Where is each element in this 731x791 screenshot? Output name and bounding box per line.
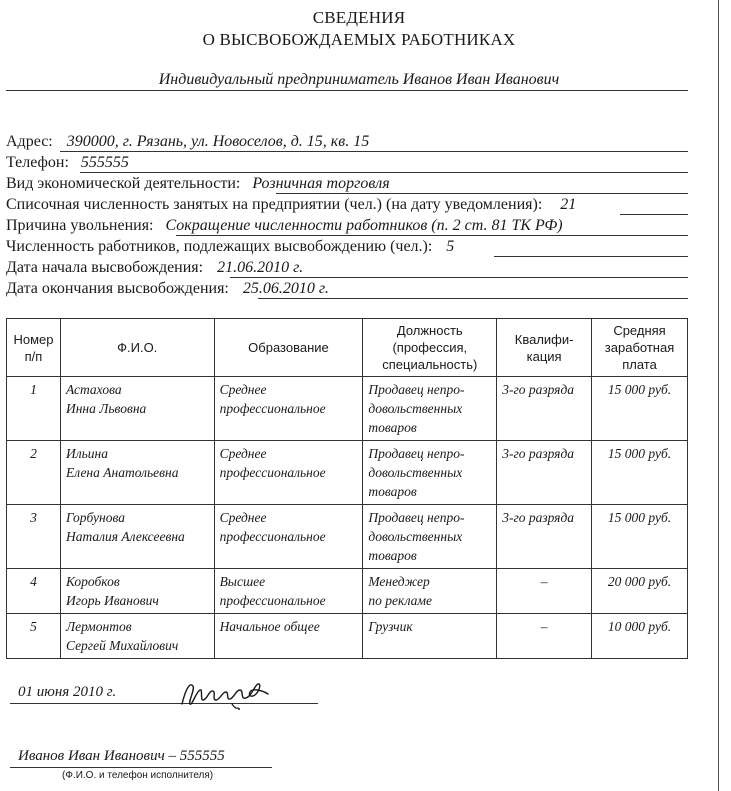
address-value: 390000, г. Рязань, ул. Новоселов, д. 15, кв. 15 bbox=[66, 133, 370, 150]
address-underline bbox=[60, 151, 688, 152]
end-date-underline bbox=[258, 298, 688, 299]
cell-position: Менеджер по рекламе bbox=[363, 569, 497, 614]
header-position: Должность (профессия, специальность) bbox=[363, 319, 497, 377]
cell-salary: 20 000 руб. bbox=[592, 569, 688, 614]
headcount-label: Списочная численность занятых на предприятии (чел.) (на дату уведомления): bbox=[6, 196, 543, 213]
header-education: Образование bbox=[214, 319, 363, 377]
phone-value: 555555 bbox=[80, 154, 129, 171]
employer-underline bbox=[6, 90, 688, 91]
headcount-underline bbox=[620, 214, 688, 215]
cell-education: Начальное общее bbox=[214, 614, 363, 659]
executor-name-phone: Иванов Иван Иванович – 555555 bbox=[18, 748, 225, 764]
released-count-label: Численность работников, подлежащих высвобождению (чел.): bbox=[6, 238, 433, 255]
handwritten-signature bbox=[176, 674, 276, 714]
cell-num: 1 bbox=[7, 377, 61, 441]
headcount-row bbox=[6, 195, 576, 215]
end-date-label: Дата окончания высвобождения: bbox=[6, 280, 229, 297]
table-row bbox=[7, 505, 688, 569]
table-row bbox=[7, 569, 688, 614]
cell-position: Продавец непро- довольственных товаров bbox=[363, 441, 497, 505]
page-right-border bbox=[718, 0, 719, 791]
table-header-row bbox=[7, 319, 688, 377]
headcount-value: 21 bbox=[560, 196, 577, 213]
phone-row bbox=[6, 153, 129, 173]
cell-qualification: – bbox=[497, 569, 592, 614]
cell-education: Среднее профессиональное bbox=[214, 505, 363, 569]
phone-underline bbox=[80, 172, 688, 173]
cell-name: Лермонтов Сергей Михайлович bbox=[60, 614, 214, 659]
reason-label: Причина увольнения: bbox=[6, 217, 154, 234]
cell-num: 3 bbox=[7, 505, 61, 569]
start-date-underline bbox=[230, 277, 688, 278]
executor-underline bbox=[10, 767, 272, 768]
reason-underline bbox=[176, 235, 688, 236]
activity-underline bbox=[276, 193, 688, 194]
released-count-value: 5 bbox=[446, 238, 455, 255]
notice-date: 01 июня 2010 г. bbox=[18, 684, 117, 700]
table-row bbox=[7, 614, 688, 659]
released-count-underline bbox=[494, 256, 688, 257]
cell-qualification: 3-го разряда bbox=[497, 441, 592, 505]
activity-value: Розничная торговля bbox=[252, 175, 390, 192]
address-label: Адрес: bbox=[6, 133, 53, 150]
cell-name: Горбунова Наталия Алексеевна bbox=[60, 505, 214, 569]
table-row bbox=[7, 441, 688, 505]
header-name: Ф.И.О. bbox=[60, 319, 214, 377]
reason-row bbox=[6, 216, 563, 236]
cell-education: Среднее профессиональное bbox=[214, 377, 363, 441]
activity-row bbox=[6, 174, 390, 194]
employer-name: Индивидуальный предприниматель Иванов Иван Иванович bbox=[158, 71, 560, 88]
cell-num: 4 bbox=[7, 569, 61, 614]
reason-value: Сокращение численности работников (п. 2 ст. 81 ТК РФ) bbox=[165, 217, 563, 234]
cell-qualification: 3-го разряда bbox=[497, 377, 592, 441]
table-row bbox=[7, 377, 688, 441]
cell-qualification: – bbox=[497, 614, 592, 659]
start-date-row bbox=[6, 258, 303, 278]
cell-name: Коробков Игорь Иванович bbox=[60, 569, 214, 614]
header-num: Номер п/п bbox=[7, 319, 61, 377]
cell-position: Грузчик bbox=[363, 614, 497, 659]
document-title: СВЕДЕНИЯ bbox=[312, 8, 406, 27]
cell-education: Среднее профессиональное bbox=[214, 441, 363, 505]
cell-qualification: 3-го разряда bbox=[497, 505, 592, 569]
start-date-value: 21.06.2010 г. bbox=[217, 259, 304, 276]
cell-num: 2 bbox=[7, 441, 61, 505]
cell-num: 5 bbox=[7, 614, 61, 659]
cell-salary: 10 000 руб. bbox=[592, 614, 688, 659]
start-date-label: Дата начала высвобождения: bbox=[6, 259, 204, 276]
header-qualification: Квалифи- кация bbox=[497, 319, 592, 377]
cell-name: Ильина Елена Анатольевна bbox=[60, 441, 214, 505]
released-count-row bbox=[6, 237, 454, 257]
cell-salary: 15 000 руб. bbox=[592, 377, 688, 441]
executor-caption: (Ф.И.О. и телефон исполнителя) bbox=[62, 770, 214, 781]
cell-salary: 15 000 руб. bbox=[592, 505, 688, 569]
workers-table bbox=[6, 318, 688, 659]
header-salary: Средняя заработная плата bbox=[592, 319, 688, 377]
activity-label: Вид экономической деятельности: bbox=[6, 175, 241, 192]
cell-position: Продавец непро- довольственных товаров bbox=[363, 377, 497, 441]
end-date-row bbox=[6, 279, 329, 299]
cell-salary: 15 000 руб. bbox=[592, 441, 688, 505]
document-subtitle: О ВЫСВОБОЖДАЕМЫХ РАБОТНИКАХ bbox=[202, 30, 516, 49]
cell-position: Продавец непро- довольственных товаров bbox=[363, 505, 497, 569]
address-row bbox=[6, 132, 369, 152]
end-date-value: 25.06.2010 г. bbox=[242, 280, 329, 297]
phone-label: Телефон: bbox=[6, 154, 69, 171]
cell-name: Астахова Инна Львовна bbox=[60, 377, 214, 441]
cell-education: Высшее профессиональное bbox=[214, 569, 363, 614]
